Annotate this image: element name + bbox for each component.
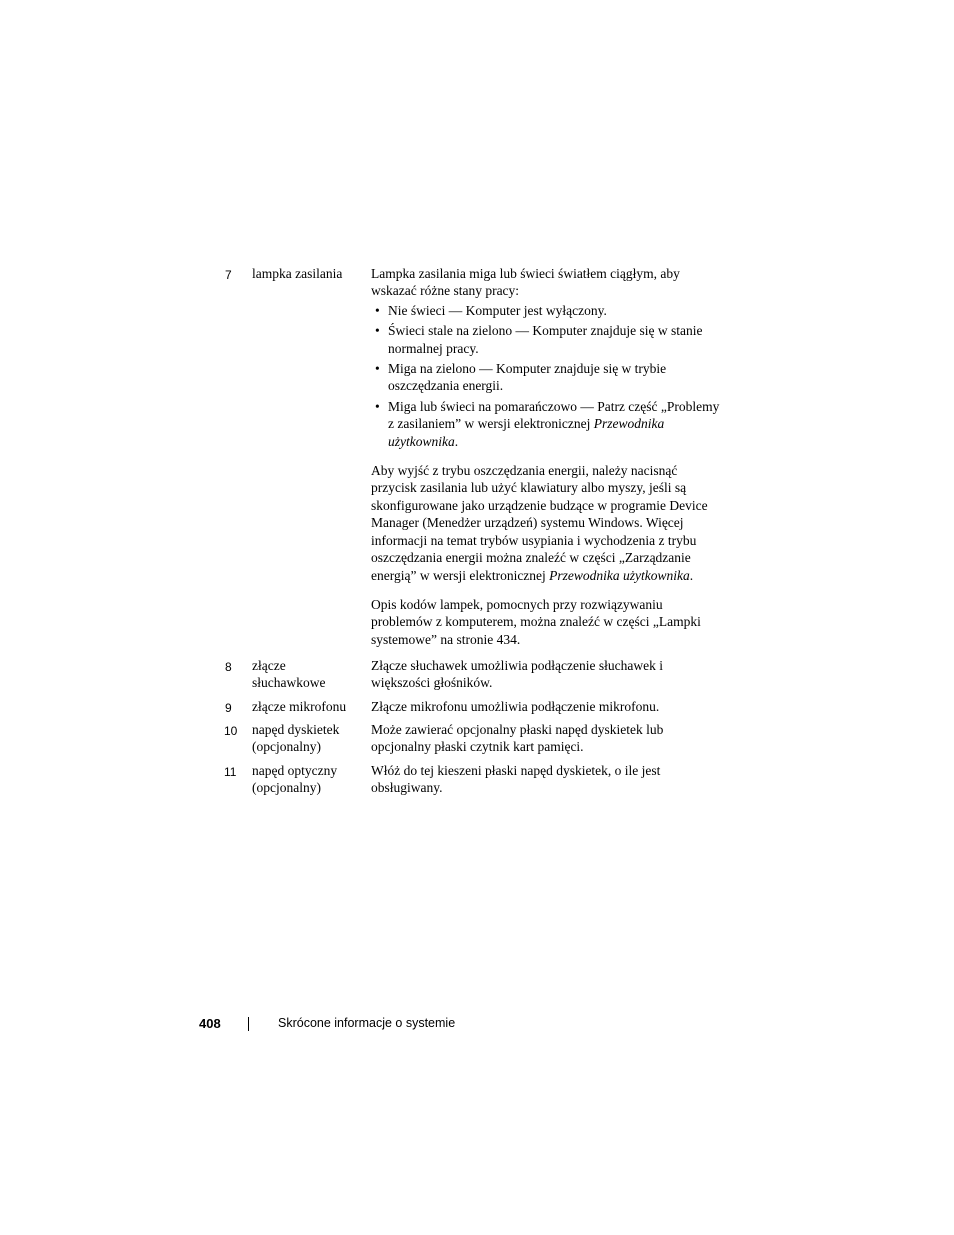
bullet-icon: • bbox=[375, 398, 380, 414]
row-label: napęd dyskietek (opcjonalny) bbox=[252, 722, 340, 755]
guide-title: Przewodnika użytkownika bbox=[549, 567, 690, 583]
bullet-list bbox=[371, 302, 721, 450]
intro-text: Lampka zasilania miga lub świeci światłem ciągłym, aby wskazać różne stany pracy: bbox=[371, 266, 680, 299]
footer-divider bbox=[248, 1017, 249, 1031]
list-item: • Nie świeci — Komputer jest wyłączony. bbox=[375, 302, 607, 318]
section-title: Skrócone informacje o systemie bbox=[278, 1016, 456, 1030]
row-label: złącze słuchawkowe bbox=[252, 658, 326, 691]
page-number: 408 bbox=[199, 1016, 221, 1031]
paragraph: Aby wyjść z trybu oszczędzania energii, należy nacisnąć przycisk zasilania lub użyć klawiatury albo myszy, jeśli są skonfigurowane jako urządzenie budzące w programie Device Manager (Menedżer urządzeń) systemu Windows. Więcej informacji na temat trybów usypiania i wychodzenia z trybu oszczędzania energii można znaleźć w części „Zarządzanie energią” w wersji elektronicznej Przewodnika użytkownika. bbox=[371, 463, 708, 583]
row-number: 9 bbox=[225, 701, 232, 715]
row-description bbox=[371, 265, 721, 648]
row-label: napęd optyczny (opcjonalny) bbox=[252, 763, 338, 796]
row-number: 7 bbox=[225, 268, 232, 282]
row-description: Może zawierać opcjonalny płaski napęd dyskietek lub opcjonalny płaski czytnik kart pamięci. bbox=[371, 722, 664, 755]
bullet-icon: • bbox=[375, 302, 380, 318]
row-number: 8 bbox=[225, 660, 232, 674]
list-item: • Miga na zielono — Komputer znajduje się w trybie oszczędzania energii. bbox=[375, 361, 667, 394]
paragraph: Opis kodów lampek, pomocnych przy rozwiązywaniu problemów z komputerem, można znaleźć w części „Lampki systemowe” na stronie 434. bbox=[371, 596, 701, 647]
list-item: • Świeci stale na zielono — Komputer znajduje się w stanie normalnej pracy. bbox=[375, 323, 703, 356]
list-item: • Miga lub świeci na pomarańczowo — Patrz część „Problemy z zasilaniem” w wersji elektronicznej Przewodnika użytkownika. bbox=[375, 398, 720, 449]
row-description: Złącze słuchawek umożliwia podłączenie słuchawek i większości głośników. bbox=[371, 658, 663, 691]
row-number: 10 bbox=[224, 724, 238, 738]
row-label: złącze mikrofonu bbox=[252, 699, 347, 714]
row-number: 11 bbox=[224, 765, 237, 779]
bullet-icon: • bbox=[375, 361, 380, 377]
row-label: lampka zasilania bbox=[252, 266, 343, 281]
bullet-icon: • bbox=[375, 323, 380, 339]
row-description: Włóż do tej kieszeni płaski napęd dyskietek, o ile jest obsługiwany. bbox=[371, 763, 661, 796]
row-description: Złącze mikrofonu umożliwia podłączenie mikrofonu. bbox=[371, 699, 660, 714]
guide-title: Przewodnika użytkownika bbox=[388, 416, 665, 449]
